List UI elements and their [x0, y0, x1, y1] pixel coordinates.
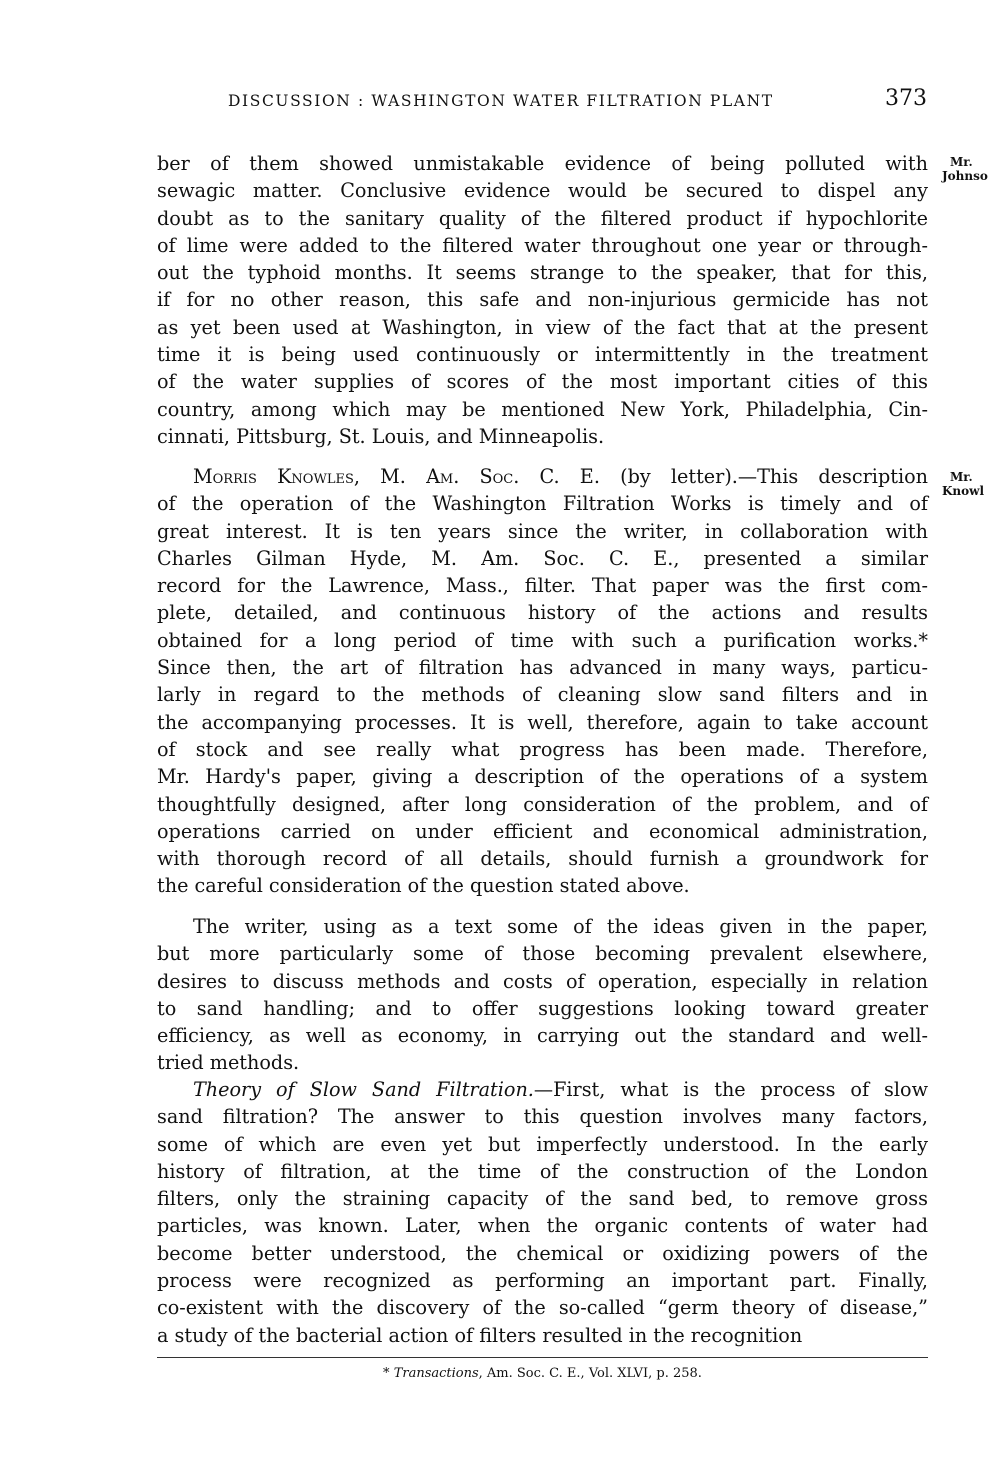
margin-note-line: Knowl — [942, 484, 985, 498]
footnote-divider — [157, 1357, 928, 1358]
text-line: out the typhoid months. It seems strange to the speaker, that for this, — [157, 261, 928, 285]
text-run: C. E. (by letter).—This description — [519, 465, 928, 488]
text-line: to sand handling; and to offer suggestions looking toward greater — [157, 996, 928, 1020]
text-line: The writer, using as a text some of the ideas given in the paper, — [193, 915, 928, 938]
margin-note-knowles — [942, 470, 984, 498]
text-line: the accompanying processes. It is well, therefore, again to take account — [157, 710, 928, 734]
text-line: as yet been used at Washington, in view of the fact that at the present — [157, 315, 928, 339]
text-line: particles, was known. Later, when the organic contents of water had — [157, 1214, 928, 1238]
text-line: process were recognized as performing an important part. Finally, — [157, 1269, 928, 1293]
text-line: of lime were added to the filtered water throughout one year or through- — [157, 233, 928, 257]
text-line: Charles Gilman Hyde, M. Am. Soc. C. E., presented a similar — [157, 546, 928, 570]
text-line: sand filtration? The answer to this question involves many factors, — [157, 1105, 928, 1129]
text-line: of stock and see really what progress has been made. Therefore, — [157, 737, 928, 761]
text-line: a study of the bacterial action of filters resulted in the recognition — [157, 1323, 803, 1347]
paragraph-knowles-intro — [157, 463, 928, 900]
text-line: time it is being used continuously or intermittently in the treatment — [157, 343, 928, 367]
small-caps-run: Morris Knowles — [193, 465, 354, 488]
paragraph-johnson-continuation — [157, 150, 928, 450]
text-line: cinnati, Pittsburg, St. Louis, and Minneapolis. — [157, 424, 605, 448]
text-line: with thorough record of all details, should furnish a groundwork for — [157, 847, 928, 871]
italic-run: Theory of Slow Sand Filtration. — [193, 1078, 534, 1101]
paragraph-writer-purpose — [157, 913, 928, 1077]
text-line: of the operation of the Washington Filtration Works is timely and of — [157, 492, 928, 516]
text-run: , M. — [353, 465, 427, 488]
text-line — [157, 1076, 928, 1103]
text-line: country, among which may be mentioned New York, Philadelphia, Cin- — [157, 397, 928, 421]
margin-note-johnson — [942, 155, 988, 183]
margin-note-line: Mr. — [950, 470, 973, 484]
text-line: but more particularly some of those becoming prevalent elsewhere, — [157, 942, 928, 966]
text-line: history of filtration, at the time of the construction of the London — [157, 1159, 928, 1183]
text-line: larly in regard to the methods of cleaning slow sand filters and in — [157, 683, 928, 707]
text-line: obtained for a long period of time with such a purification works.* — [157, 628, 928, 652]
text-line: Mr. Hardy's paper, giving a description of the operations of a system — [157, 765, 928, 789]
text-line: doubt as to the sanitary quality of the filtered product if hypochlorite — [157, 206, 928, 230]
footnote — [0, 1366, 1000, 1381]
page-number: 373 — [885, 86, 927, 111]
text-line: some of which are even yet but imperfectly understood. In the early — [157, 1132, 928, 1156]
margin-note-line: Mr. — [950, 155, 973, 169]
text-line: plete, detailed, and continuous history of the actions and results — [157, 601, 928, 625]
text-line: tried methods. — [157, 1051, 300, 1075]
text-line: ber of them showed unmistakable evidence of being polluted with — [157, 152, 928, 175]
text-line: become better understood, the chemical or oxidizing powers of the — [157, 1241, 928, 1265]
text-line: efficiency, as well as economy, in carrying out the standard and well- — [157, 1024, 928, 1048]
text-run: —First, what is the process of slow — [533, 1078, 929, 1101]
margin-note-line: Johnso — [942, 169, 988, 183]
text-line: thoughtfully designed, after long consideration of the problem, and of — [157, 792, 928, 816]
text-line: sewagic matter. Conclusive evidence would be secured to dispel any — [157, 179, 928, 203]
text-line: filters, only the straining capacity of the sand bed, to remove gross — [157, 1187, 928, 1211]
footnote-marker: * — [383, 1366, 394, 1381]
small-caps-run: Am. Soc. — [426, 465, 520, 488]
paragraph-theory-slow-sand — [157, 1076, 928, 1349]
text-line: record for the Lawrence, Mass., filter. That paper was the first com- — [157, 574, 928, 598]
text-line: operations carried on under efficient and economical administration, — [157, 819, 928, 843]
text-line: if for no other reason, this safe and non-injurious germicide has not — [157, 288, 928, 312]
text-line: desires to discuss methods and costs of operation, especially in relation — [157, 969, 928, 993]
footnote-title: Transactions — [393, 1366, 479, 1381]
text-line: Since then, the art of filtration has advanced in many ways, particu- — [157, 656, 928, 680]
text-line: of the water supplies of scores of the most important cities of this — [157, 370, 928, 394]
text-line: great interest. It is ten years since the writer, in collaboration with — [157, 519, 928, 543]
text-line: co-existent with the discovery of the so-called “germ theory of disease,” — [157, 1296, 928, 1320]
text-line: the careful consideration of the question stated above. — [157, 874, 690, 898]
text-line — [157, 463, 928, 490]
footnote-text: , Am. Soc. C. E., Vol. XLVI, p. 258. — [478, 1366, 702, 1381]
running-header: DISCUSSION : WASHINGTON WATER FILTRATION PLANT — [228, 92, 774, 110]
